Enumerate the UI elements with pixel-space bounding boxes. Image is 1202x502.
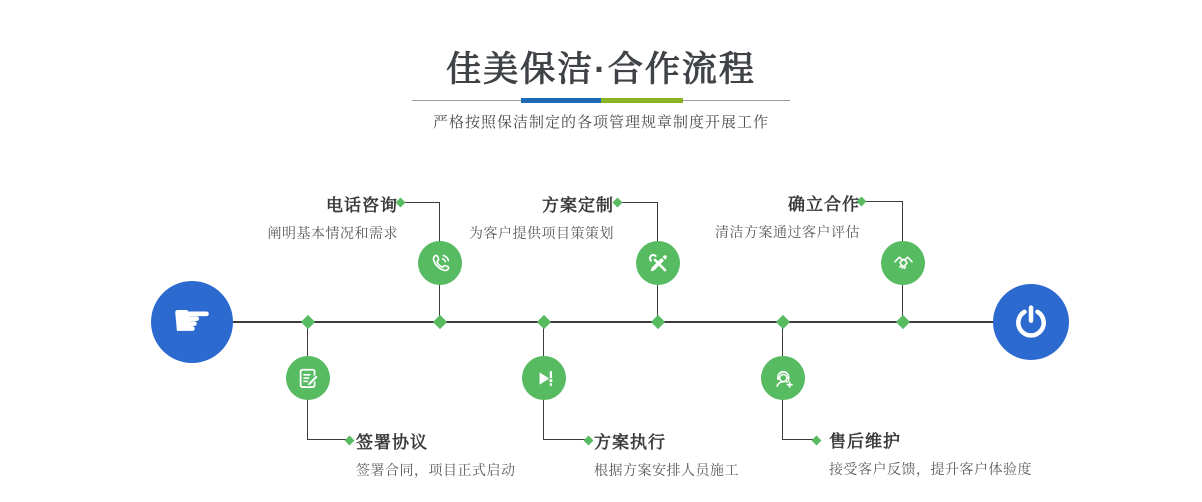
step-desc: 签署合同，项目正式启动: [356, 462, 516, 478]
label-diamond-marker: [345, 436, 355, 446]
label-diamond-marker: [584, 436, 594, 446]
connector-line: [401, 202, 440, 203]
label-diamond-marker: [812, 436, 822, 446]
step-desc: 为客户提供项目策策划: [469, 225, 614, 241]
timeline-diamond-marker: [896, 315, 910, 329]
step-title: 电话咨询: [326, 196, 398, 215]
page-title: 佳美保洁·合作流程: [446, 50, 756, 89]
connector-line: [308, 439, 348, 440]
step-label-execute: [594, 428, 739, 480]
step-label-design: [469, 191, 614, 243]
start-node: [151, 281, 233, 363]
step-desc: 阐明基本情况和需求: [267, 225, 398, 241]
phone-node: [418, 241, 462, 285]
step-label-cooperate: [715, 190, 860, 242]
timeline-diamond-marker: [651, 315, 665, 329]
design-tools-icon: [645, 250, 672, 277]
support-node: [761, 356, 805, 400]
timeline-diamond-marker: [776, 315, 790, 329]
timeline-line: [233, 321, 993, 323]
step-label-support: [829, 427, 1032, 479]
step-desc: 清洁方案通过客户评估: [715, 224, 860, 240]
step-title: 签署协议: [356, 433, 428, 452]
step-label-sign: [356, 428, 516, 480]
timeline-diamond-marker: [433, 315, 447, 329]
sign-document-icon: [295, 365, 322, 392]
connector-line: [544, 439, 587, 440]
connector-line: [618, 202, 658, 203]
play-execute-icon: [531, 365, 558, 392]
timeline-diamond-marker: [301, 315, 315, 329]
sign-node: [286, 356, 330, 400]
step-title: 方案执行: [594, 433, 666, 452]
timeline-diamond-marker: [537, 315, 551, 329]
pointing-hand-icon: ☛: [171, 293, 213, 347]
handshake-node: [881, 241, 925, 285]
title-divider-blue-segment: [521, 98, 601, 103]
handshake-icon: [890, 250, 917, 277]
design-node: [636, 241, 680, 285]
execute-node: [522, 356, 566, 400]
step-title: 确立合作: [788, 195, 860, 214]
step-desc: 接受客户反馈，提升客户体验度: [829, 461, 1032, 477]
title-divider-green-segment: [601, 98, 683, 103]
end-node: [993, 284, 1069, 360]
step-label-phone: [268, 191, 399, 243]
phone-icon: [427, 250, 454, 277]
step-title: 方案定制: [542, 196, 614, 215]
power-icon: [1011, 302, 1051, 342]
label-diamond-marker: [613, 198, 623, 208]
step-title: 售后维护: [829, 432, 901, 451]
step-desc: 根据方案安排人员施工: [594, 462, 739, 478]
connector-line: [862, 201, 903, 202]
page-subtitle: 严格按照保洁制定的各项管理规章制度开展工作: [432, 114, 769, 131]
headset-support-icon: [770, 365, 797, 392]
